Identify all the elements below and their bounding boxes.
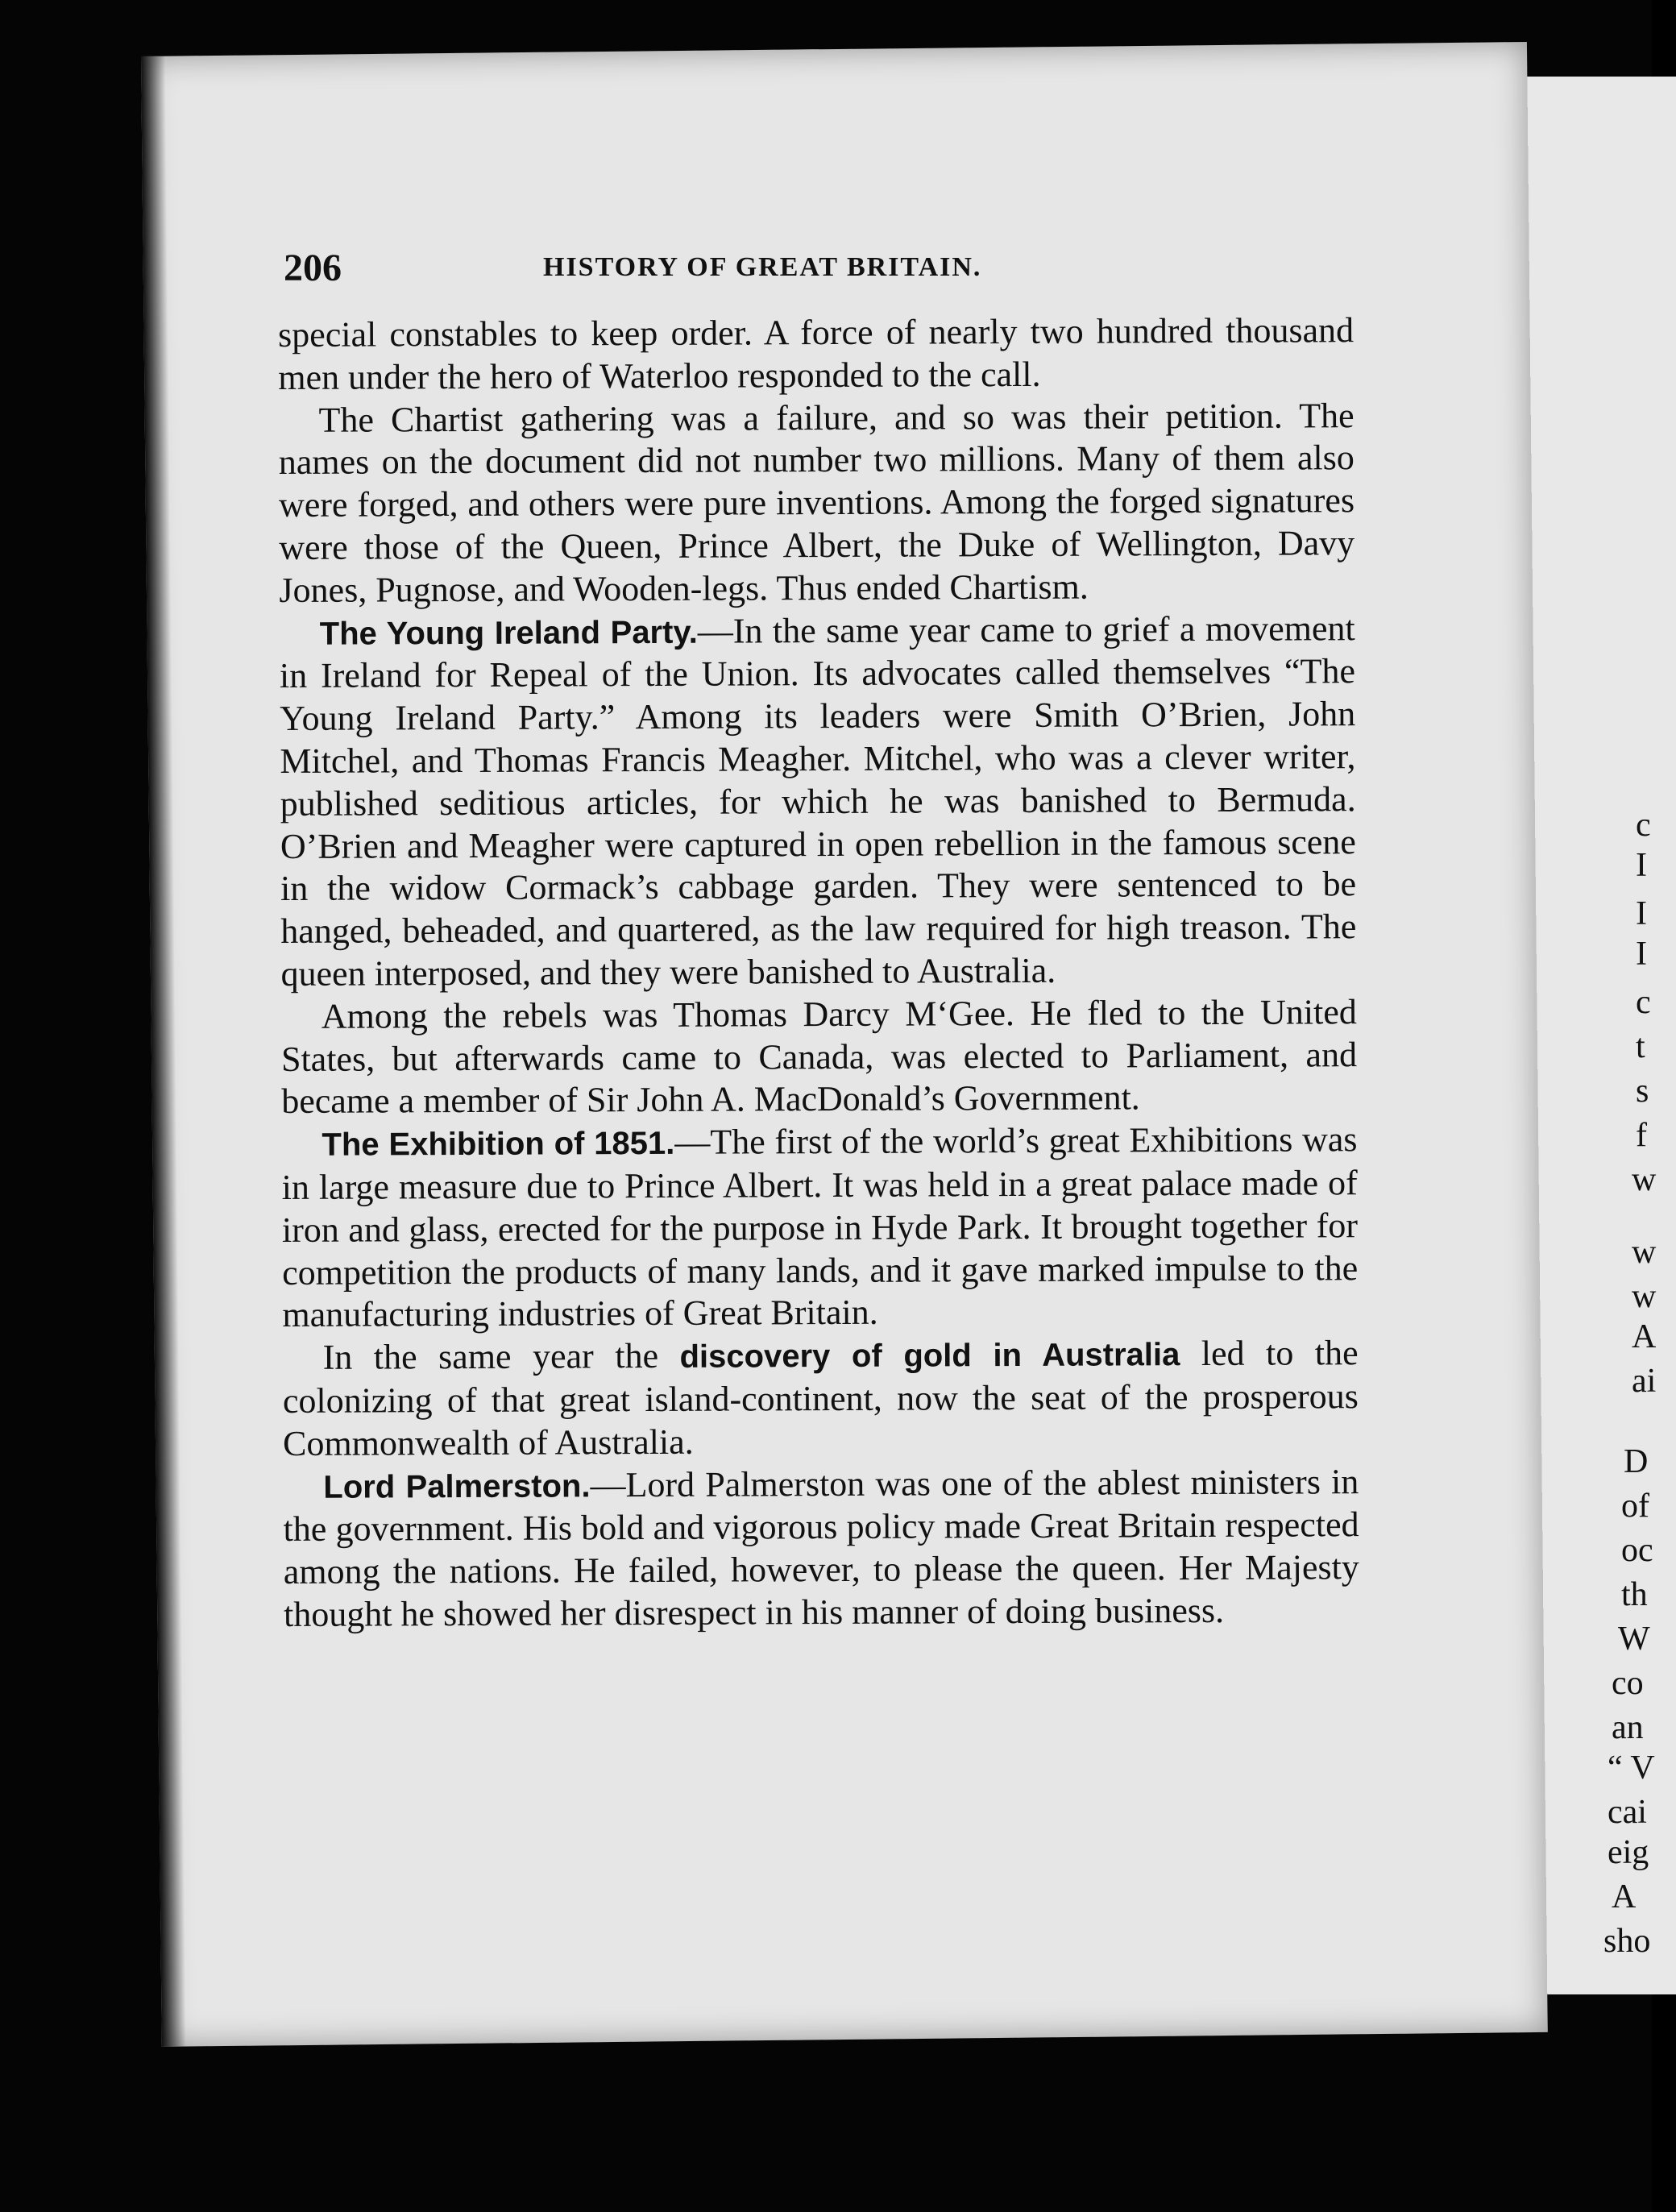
right-page-fragment: sho: [1603, 1923, 1651, 1960]
paragraph: [283, 1332, 1359, 1465]
right-page-fragment: w: [1632, 1278, 1657, 1315]
body-text: [278, 309, 1359, 1637]
page-header: [284, 246, 1097, 294]
paragraph-text: —In the same year came to grief a movement in Ireland for Repeal of the Union. Its advocates called themselves “The Young Ireland Party.” Among its leaders were Smith O’Brien, John Mitchel, and Thomas Francis Meagher. Mitchel, who was a clever writer, published seditious articles, for which he was banished to Bermuda. O’Brien and Meagher were captured in open rebellion in the famous scene in the widow Cormack’s cabbage garden. They were sentenced to be hanged, beheaded, and quartered, as the law required for high treason. The queen interposed, and they were banished to Australia.: [279, 608, 1357, 994]
right-page-fragment: A: [1632, 1318, 1657, 1355]
running-head: HISTORY OF GREAT BRITAIN.: [543, 252, 982, 282]
paragraph-text: The Chartist gathering was a failure, and so was their petition. The names on the document did not number two millions. Many of them also were forged, and others were pure inventions. Among the forged signatures were those of the Queen, Prince Albert, the Duke of Wellington, Davy Jones, Pugnose, and Wooden-legs. Thus ended Chartism.: [278, 395, 1355, 610]
right-page-fragment: oc: [1621, 1532, 1653, 1569]
paragraph: [280, 608, 1357, 996]
right-page-fragment: an: [1612, 1709, 1644, 1746]
paragraph: [281, 991, 1358, 1123]
right-page-fragment: c: [1636, 807, 1651, 844]
right-page-fragment: I: [1636, 895, 1647, 932]
paragraph-text: led to the colonizing of that great island-continent, now the seat of the prosperous Commonwealth of Australia.: [282, 1333, 1359, 1463]
right-page-fragment: co: [1612, 1665, 1644, 1702]
right-page-fragment: I: [1636, 936, 1647, 973]
right-page-fragment: I: [1636, 847, 1647, 884]
paragraph-text: Among the rebels was Thomas Darcy M‘Gee. He fled to the United States, but afterwards came to Canada, was elected to Parliament, and became a member of Sir John A. MacDonald’s Government.: [280, 991, 1358, 1122]
section-heading: The Exhibition of 1851.: [322, 1126, 675, 1163]
right-page-fragment: W: [1618, 1621, 1650, 1658]
right-page-fragment: A: [1612, 1878, 1637, 1915]
right-page-fragment: th: [1621, 1576, 1648, 1613]
paragraph-text: —The first of the world’s great Exhibitions was in large measure due to Prince Albert. It was held in a great palace made of iron and glass, erected for the purpose in Hyde Park. It brought together for competition the products of many lands, and it gave marked impulse to the manufacturing industries of Great Britain.: [281, 1119, 1359, 1335]
right-page-fragment: t: [1636, 1028, 1645, 1065]
right-page: [1523, 77, 1676, 1994]
right-page-fragment: c: [1636, 984, 1651, 1021]
right-page-fragment: of: [1621, 1488, 1649, 1525]
paragraph-text: —Lord Palmerston was one of the ablest ministers in the government. His bold and vigorous policy made Great Britain respected among the nations. He failed, however, to please the queen. Her Majesty thought he showed her disrespect in his manner of doing business.: [283, 1461, 1359, 1634]
right-page-fragment: eig: [1608, 1834, 1649, 1871]
paragraph: [278, 395, 1354, 612]
paragraph: [278, 309, 1354, 399]
paragraph-text: special constables to keep order. A force of nearly two hundred thousand men under the hero of Waterloo responded to the call.: [278, 310, 1354, 397]
page-number: 206: [284, 247, 342, 289]
right-page-fragment: f: [1636, 1117, 1647, 1154]
right-page-fragment: w: [1632, 1161, 1657, 1198]
right-page-fragment: cai: [1608, 1794, 1647, 1831]
paragraph: [283, 1461, 1359, 1637]
section-heading: Lord Palmerston.: [323, 1467, 591, 1505]
paragraph-text: In the same year the: [322, 1335, 680, 1377]
right-page-fragment: D: [1624, 1443, 1649, 1480]
paragraph: [281, 1118, 1358, 1337]
inline-emphasis: discovery of gold in Australia: [679, 1337, 1180, 1375]
section-heading: The Young Ireland Party.: [319, 614, 698, 652]
right-page-fragment: ai: [1632, 1363, 1657, 1400]
right-page-fragment: “ V: [1608, 1749, 1655, 1787]
right-page-fragment: w: [1632, 1234, 1657, 1271]
right-page-fragment: s: [1636, 1073, 1649, 1110]
